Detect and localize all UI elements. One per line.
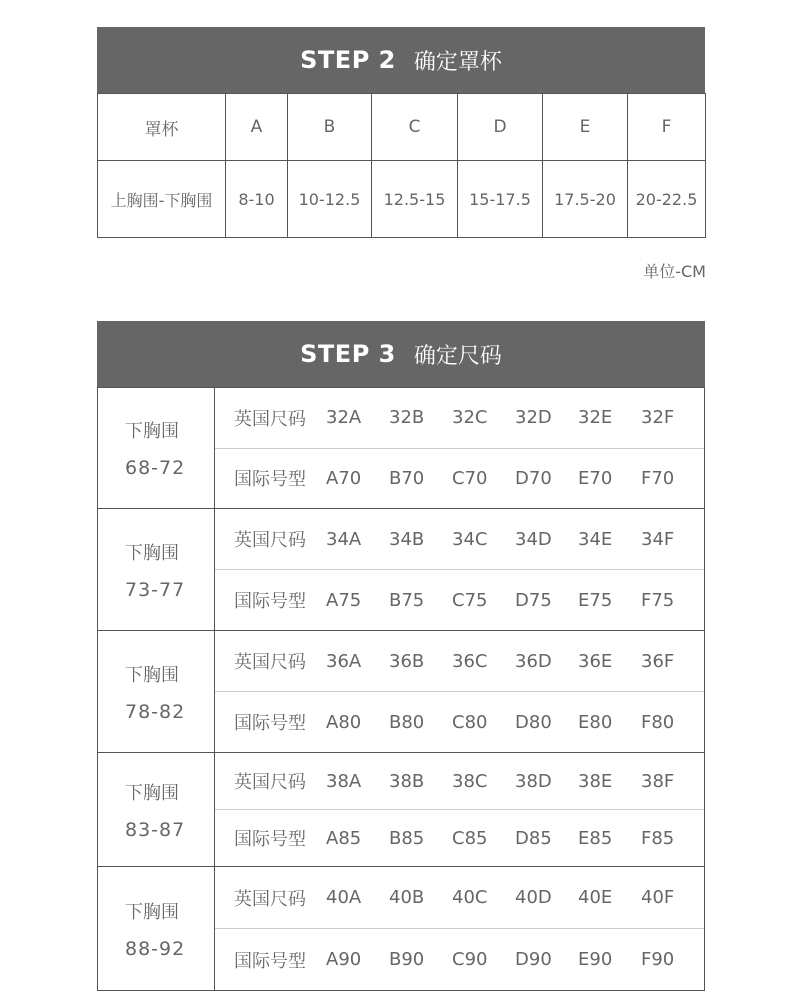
underbust-label: 下胸围 bbox=[125, 421, 179, 442]
intl-size-cell: D85 bbox=[515, 827, 552, 849]
intl-size-label: 国际号型 bbox=[234, 591, 306, 612]
uk-size-row bbox=[215, 631, 704, 691]
underbust-range: 68-72 bbox=[125, 457, 186, 479]
intl-size-cell: B70 bbox=[389, 467, 425, 489]
underbust-label: 下胸围 bbox=[125, 782, 179, 804]
uk-size-cell: 40A bbox=[326, 887, 362, 908]
uk-size-cell: 34D bbox=[515, 528, 552, 550]
uk-size-label: 英国尺码 bbox=[234, 652, 306, 673]
uk-size-cell: 34C bbox=[452, 528, 488, 550]
uk-size-row bbox=[215, 867, 704, 928]
intl-size-cell: D70 bbox=[515, 467, 552, 489]
intl-size-cell: D75 bbox=[515, 589, 552, 611]
cup-cell: C bbox=[372, 94, 458, 161]
underbust-cell bbox=[98, 867, 215, 990]
intl-size-row bbox=[215, 569, 704, 630]
step3-number: STEP 3 bbox=[300, 340, 396, 368]
intl-size-label: 国际号型 bbox=[234, 829, 306, 850]
intl-size-row bbox=[215, 928, 704, 990]
intl-size-row bbox=[215, 809, 704, 866]
cup-cell: E bbox=[543, 94, 628, 161]
cup-cell: B bbox=[288, 94, 372, 161]
bust-diff-row bbox=[98, 161, 706, 238]
uk-size-cell: 38F bbox=[641, 770, 675, 792]
cup-cell: A bbox=[226, 94, 288, 161]
underbust-label: 下胸围 bbox=[125, 901, 179, 923]
intl-size-cell: E70 bbox=[578, 467, 613, 489]
uk-size-cell: 34B bbox=[389, 528, 425, 550]
size-group-83-87 bbox=[98, 753, 704, 867]
uk-size-cell: 32D bbox=[515, 407, 552, 429]
step2-title: 确定罩杯 bbox=[413, 49, 502, 75]
cup-cell: D bbox=[458, 94, 543, 161]
underbust-range: 78-82 bbox=[125, 700, 186, 723]
uk-size-cell: 38D bbox=[515, 770, 552, 792]
intl-size-cell: E80 bbox=[578, 711, 613, 733]
step3-header bbox=[97, 321, 705, 387]
uk-size-row bbox=[215, 753, 704, 809]
size-values bbox=[215, 388, 704, 508]
underbust-range: 88-92 bbox=[125, 937, 186, 960]
intl-size-cell: A80 bbox=[326, 711, 362, 733]
intl-size-cell: A85 bbox=[326, 827, 362, 849]
uk-size-cell: 38A bbox=[326, 770, 362, 792]
bust-diff-cell: 20-22.5 bbox=[628, 161, 706, 238]
intl-size-cell: A75 bbox=[326, 589, 362, 611]
uk-size-label: 英国尺码 bbox=[234, 408, 306, 430]
uk-size-label: 英国尺码 bbox=[234, 888, 306, 910]
uk-size-cell: 32B bbox=[389, 407, 425, 429]
intl-size-cell: C70 bbox=[452, 467, 488, 489]
step2-header bbox=[97, 27, 705, 93]
uk-size-label: 英国尺码 bbox=[234, 530, 306, 551]
intl-size-cell: A70 bbox=[326, 467, 362, 489]
underbust-range: 83-87 bbox=[125, 818, 186, 841]
uk-size-cell: 40D bbox=[515, 887, 552, 908]
uk-size-cell: 40C bbox=[452, 887, 488, 908]
intl-size-cell: B85 bbox=[389, 827, 425, 849]
uk-size-cell: 36B bbox=[389, 650, 425, 672]
intl-size-cell: B90 bbox=[389, 949, 425, 970]
uk-size-row bbox=[215, 509, 704, 569]
uk-size-cell: 32C bbox=[452, 407, 488, 429]
step2-number: STEP 2 bbox=[300, 46, 396, 74]
intl-size-label: 国际号型 bbox=[234, 469, 306, 491]
intl-size-label: 国际号型 bbox=[234, 713, 306, 734]
intl-size-cell: D80 bbox=[515, 711, 552, 733]
intl-size-cell: C80 bbox=[452, 711, 488, 733]
intl-size-cell: E75 bbox=[578, 589, 613, 611]
intl-size-row bbox=[215, 448, 704, 509]
cup-cell: F bbox=[628, 94, 706, 161]
uk-size-cell: 36A bbox=[326, 650, 362, 672]
intl-size-cell: F70 bbox=[641, 467, 675, 489]
cup-size-table bbox=[97, 93, 706, 238]
unit-note: 单位-CM bbox=[643, 262, 706, 281]
intl-size-row bbox=[215, 691, 704, 752]
bust-diff-cell: 12.5-15 bbox=[372, 161, 458, 238]
size-values bbox=[215, 509, 704, 630]
intl-size-cell: F80 bbox=[641, 711, 675, 733]
underbust-cell bbox=[98, 631, 215, 752]
underbust-label: 下胸围 bbox=[125, 542, 179, 564]
uk-size-cell: 40F bbox=[641, 887, 675, 908]
size-values bbox=[215, 753, 704, 866]
uk-size-label: 英国尺码 bbox=[234, 772, 306, 793]
underbust-cell bbox=[98, 388, 215, 508]
intl-size-cell: B80 bbox=[389, 711, 425, 733]
cup-header-label: 罩杯 bbox=[98, 94, 226, 161]
intl-size-cell: A90 bbox=[326, 949, 362, 970]
size-table bbox=[97, 387, 705, 991]
intl-size-cell: C75 bbox=[452, 589, 488, 611]
underbust-cell bbox=[98, 509, 215, 630]
bust-diff-cell: 10-12.5 bbox=[288, 161, 372, 238]
underbust-cell bbox=[98, 753, 215, 866]
uk-size-cell: 40B bbox=[389, 887, 425, 908]
uk-size-cell: 36F bbox=[641, 650, 675, 672]
size-values bbox=[215, 867, 704, 990]
bust-diff-cell: 15-17.5 bbox=[458, 161, 543, 238]
size-values bbox=[215, 631, 704, 752]
uk-size-cell: 40E bbox=[578, 887, 613, 908]
size-group-78-82 bbox=[98, 631, 704, 753]
intl-size-cell: C85 bbox=[452, 827, 488, 849]
intl-size-cell: D90 bbox=[515, 949, 552, 970]
uk-size-cell: 32F bbox=[641, 407, 675, 429]
cup-header-row bbox=[98, 94, 706, 161]
intl-size-cell: F75 bbox=[641, 589, 675, 611]
intl-size-cell: B75 bbox=[389, 589, 425, 611]
bust-diff-label: 上胸围-下胸围 bbox=[98, 161, 226, 238]
uk-size-cell: 38E bbox=[578, 770, 613, 792]
intl-size-label: 国际号型 bbox=[234, 950, 306, 972]
uk-size-row bbox=[215, 388, 704, 448]
size-group-68-72 bbox=[98, 388, 704, 509]
uk-size-cell: 36E bbox=[578, 650, 613, 672]
intl-size-cell: C90 bbox=[452, 949, 488, 970]
bust-diff-cell: 8-10 bbox=[226, 161, 288, 238]
size-group-73-77 bbox=[98, 509, 704, 631]
uk-size-cell: 38B bbox=[389, 770, 425, 792]
intl-size-cell: F90 bbox=[641, 949, 675, 970]
intl-size-cell: E90 bbox=[578, 949, 613, 970]
underbust-label: 下胸围 bbox=[125, 664, 179, 686]
uk-size-cell: 34F bbox=[641, 528, 675, 550]
intl-size-cell: F85 bbox=[641, 827, 675, 849]
uk-size-cell: 34E bbox=[578, 528, 613, 550]
uk-size-cell: 34A bbox=[326, 528, 362, 550]
bust-diff-cell: 17.5-20 bbox=[543, 161, 628, 238]
uk-size-cell: 36C bbox=[452, 650, 488, 672]
uk-size-cell: 38C bbox=[452, 770, 488, 792]
uk-size-cell: 32A bbox=[326, 407, 362, 429]
uk-size-cell: 36D bbox=[515, 650, 552, 672]
underbust-range: 73-77 bbox=[125, 578, 186, 601]
step3-title: 确定尺码 bbox=[413, 343, 502, 369]
uk-size-cell: 32E bbox=[578, 407, 613, 429]
intl-size-cell: E85 bbox=[578, 827, 613, 849]
size-group-88-92 bbox=[98, 867, 704, 990]
